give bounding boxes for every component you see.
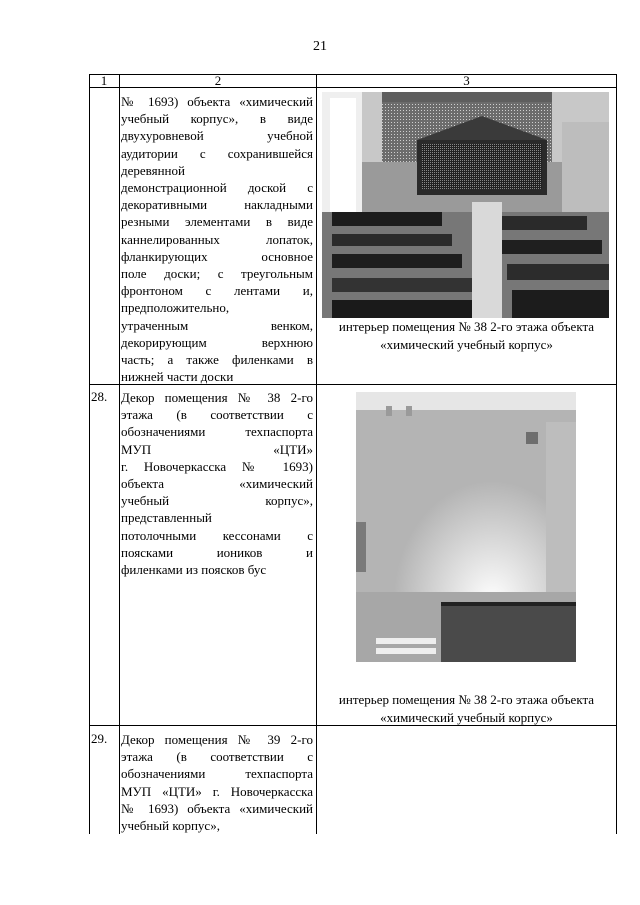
table-border-right: [616, 74, 617, 834]
description-line: деревянной: [121, 162, 185, 178]
classroom-photo: [322, 92, 609, 318]
description-line: утраченным венком,: [121, 317, 313, 333]
column-header-1: 1: [100, 73, 108, 88]
description-cell: [121, 731, 313, 834]
description-line: поле доски; с треугольным: [121, 266, 313, 282]
description-line: потолочными кессонами с: [121, 527, 313, 543]
caption-line: интерьер помещения № 38 2-го этажа объекта: [338, 692, 595, 707]
document-table: [89, 74, 617, 834]
description-line: декорирующим верхнюю: [121, 334, 313, 350]
description-line: обозначениями техпаспорта: [121, 766, 313, 782]
column-header-2: 2: [214, 73, 222, 88]
description-line: поясками иоников и: [121, 544, 313, 560]
description-line: каннелированных лопаток,: [121, 231, 313, 247]
column-divider: [316, 74, 317, 834]
description-line: № 1693) объекта «химический: [121, 800, 313, 816]
column-divider: [119, 74, 120, 834]
description-cell: [121, 93, 313, 385]
description-line: часть; а также филенками в: [121, 352, 313, 368]
description-line: учебный корпус»,: [121, 493, 313, 509]
description-line: демонстрационной доской с: [121, 180, 313, 196]
description-line: № 1693) объекта «химический: [121, 94, 313, 109]
photo-caption: [318, 318, 615, 353]
description-line: учебный корпус», в виде: [121, 111, 313, 127]
description-line: филенками из поясков бус: [121, 562, 267, 578]
description-line: Декор помещения № 39 2-го: [121, 732, 313, 747]
caption-line: «химический учебный корпус»: [380, 709, 553, 725]
description-line: этажа (в соответствии с: [121, 749, 313, 765]
description-line: обозначениями техпаспорта: [121, 424, 313, 440]
description-line: учебный корпус»,: [121, 818, 220, 834]
description-line: фланкирующих основное: [121, 248, 313, 264]
photo-caption: [318, 691, 615, 726]
description-line: представленный: [121, 510, 212, 526]
description-line: аудитории с сохранившейся: [121, 145, 313, 161]
description-line: резными элементами в виде: [121, 214, 313, 230]
description-line: двухуровневой учебной: [121, 128, 313, 144]
description-line: МУП «ЦТИ»: [121, 441, 313, 457]
page-number: 21: [313, 39, 327, 54]
description-line: МУП «ЦТИ» г. Новочеркасска: [121, 783, 313, 799]
description-line: г. Новочеркасска № 1693): [121, 458, 313, 474]
description-line: объекта «химический: [121, 476, 313, 492]
caption-line: интерьер помещения № 38 2-го этажа объекта: [338, 319, 595, 334]
description-line: Декор помещения № 38 2-го: [121, 390, 313, 405]
description-cell: [121, 389, 313, 578]
description-line: нижней части доски: [121, 369, 234, 385]
description-line: фронтоном с лентами и,: [121, 283, 313, 299]
description-line: декоративными накладными: [121, 197, 313, 213]
row-number: 29.: [91, 731, 108, 746]
column-header-3: 3: [463, 73, 470, 88]
caption-line: «химический учебный корпус»: [380, 336, 553, 352]
description-line: предположительно,: [121, 300, 230, 316]
table-border-left: [89, 74, 90, 834]
row-number: 28.: [91, 389, 108, 404]
ceiling-photo: [356, 392, 576, 662]
description-line: этажа (в соответствии с: [121, 407, 313, 423]
